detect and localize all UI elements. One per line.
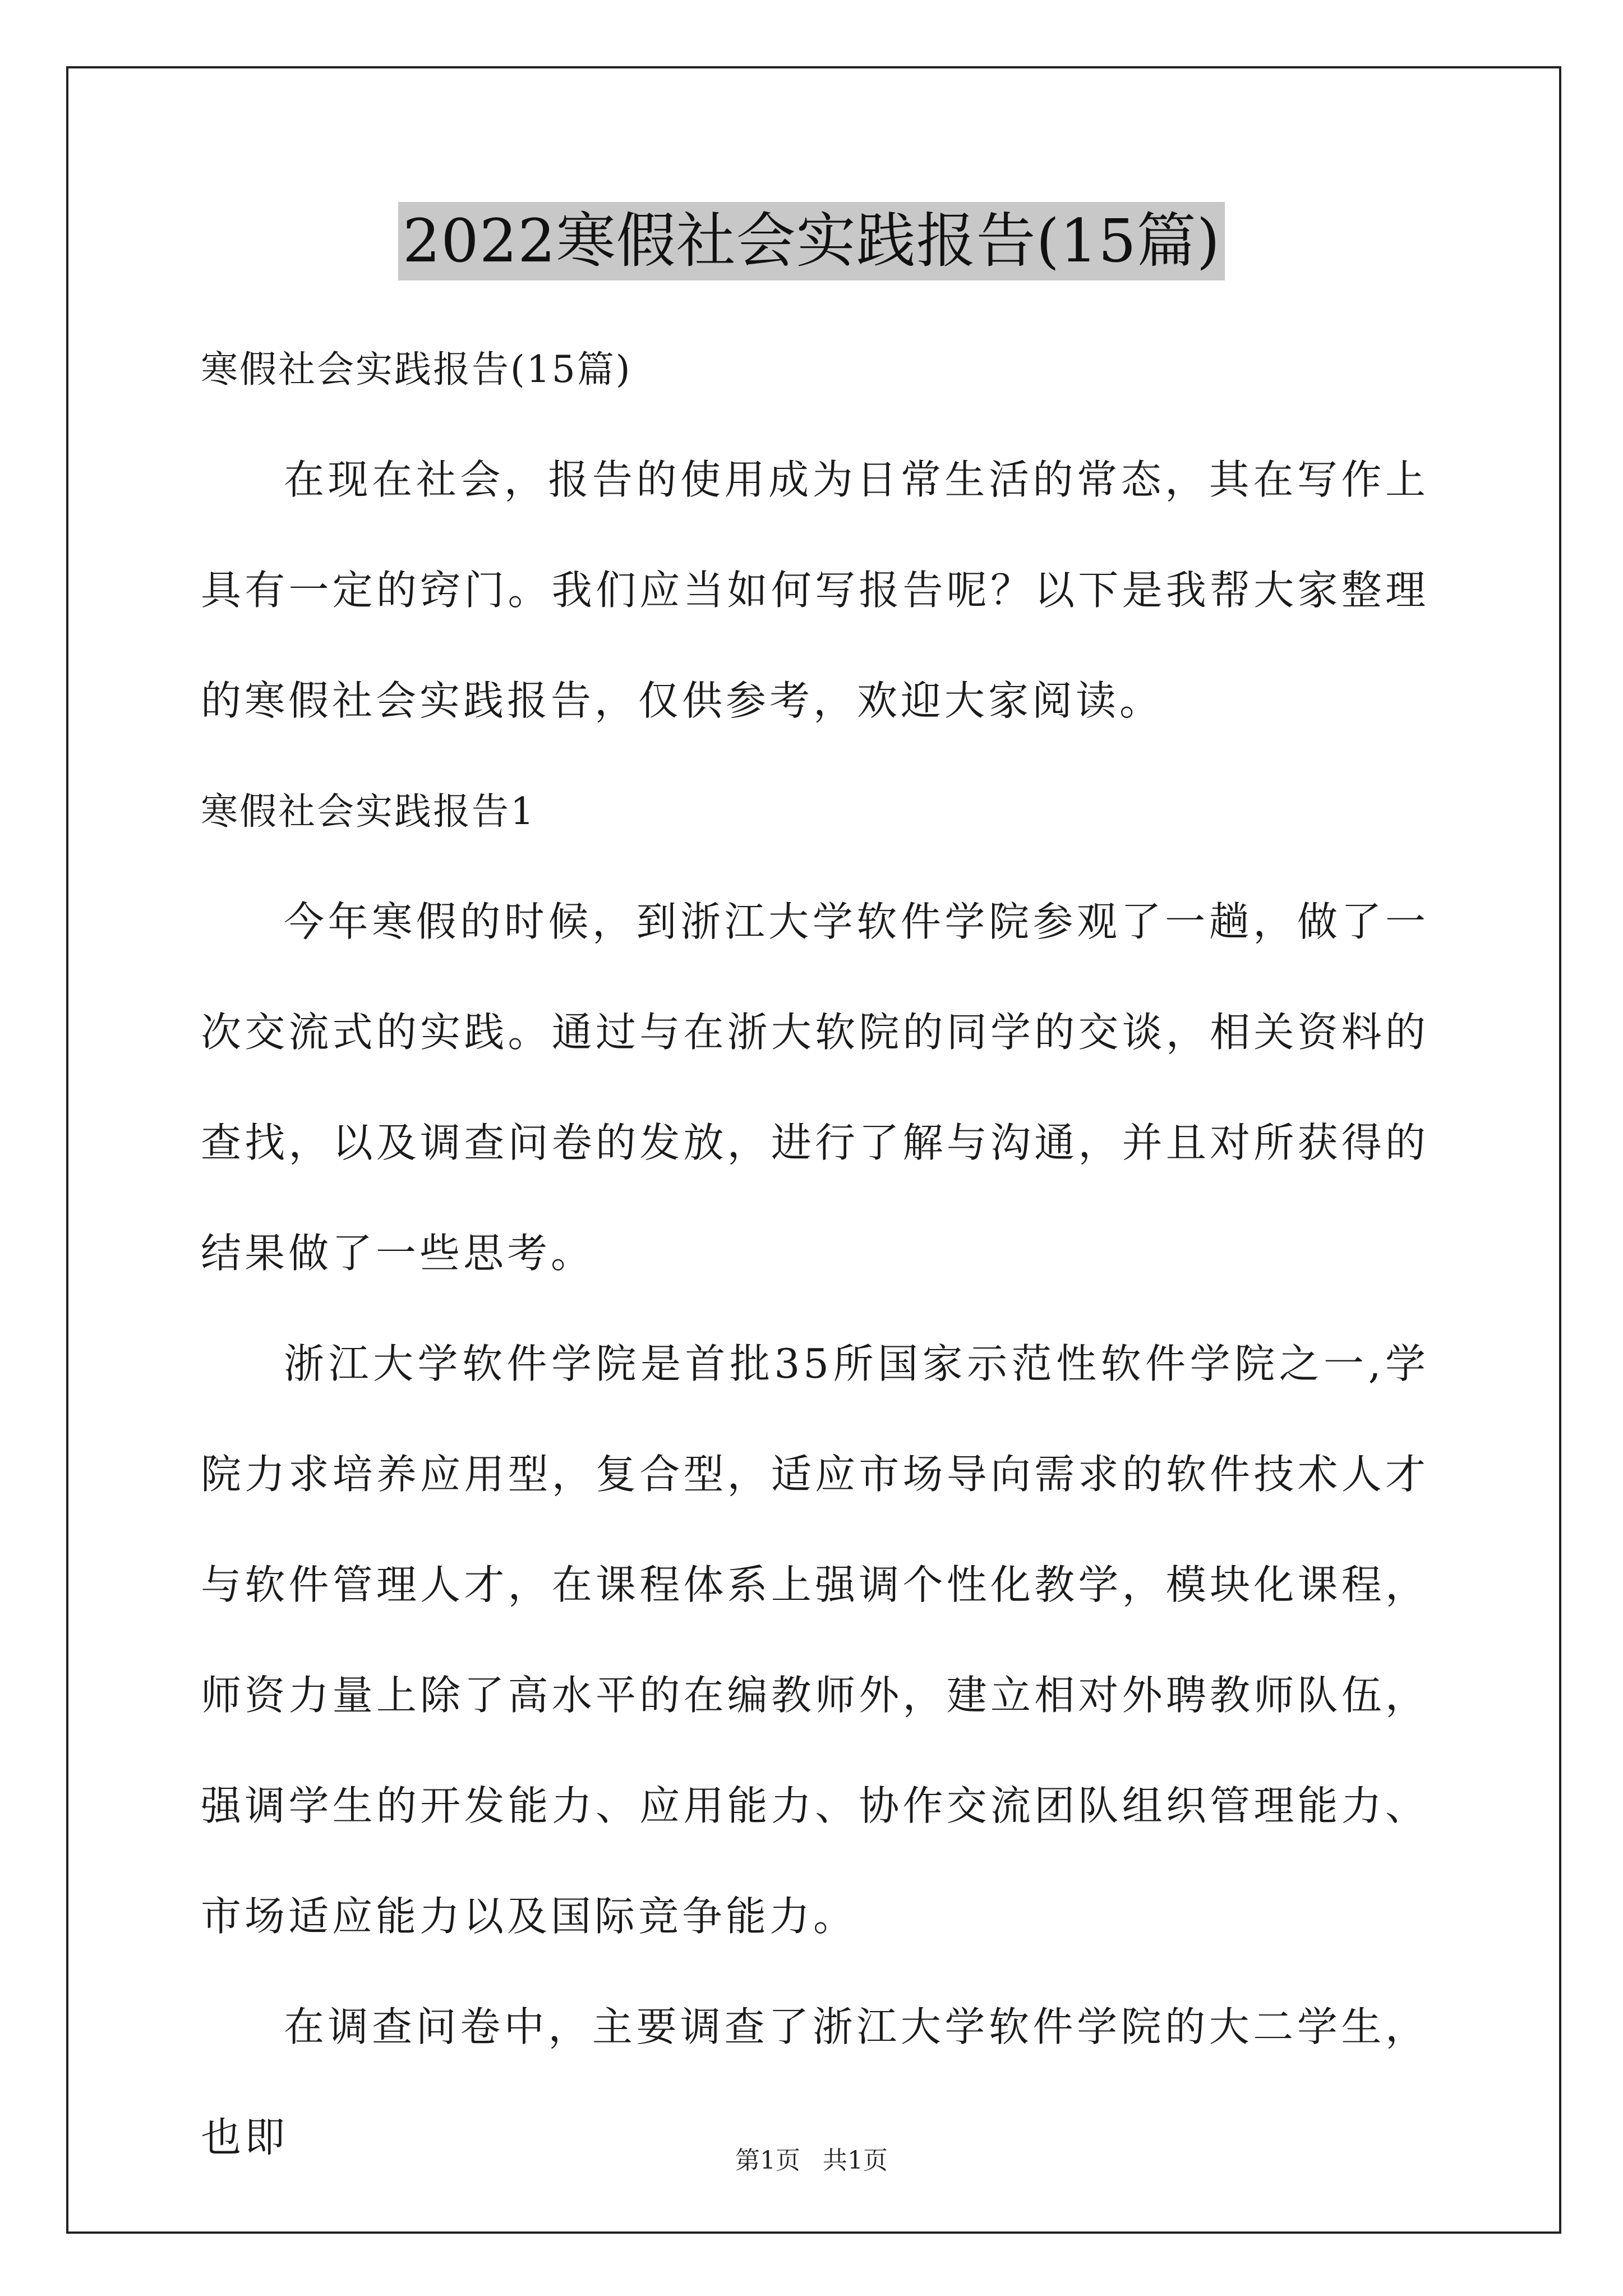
- page-total: 共1页: [823, 2146, 888, 2175]
- body-paragraph-1: 今年寒假的时候，到浙江大学软件学院参观了一趟，做了一次交流式的实践。通过与在浙大软院的同学的交谈，相关资料的查找，以及调查问卷的发放，进行了解与沟通，并且对所获得的结果做了一些思考。: [201, 898, 1429, 1277]
- page-footer: [0, 2140, 1623, 2176]
- document-body: [201, 314, 1429, 2193]
- document-subtitle: 寒假社会实践报告(15篇): [201, 348, 632, 391]
- body-paragraph-2: 浙江大学软件学院是首批35所国家示范性软件学院之一,学院力求培养应用型，复合型，适应市场导向需求的软件技术人才与软件管理人才，在课程体系上强调个性化教学，模块化课程，师资力量上除了高水平的在编教师外，建立相对外聘教师队伍，强调学生的开发能力、应用能力、协作交流团队组织管理能力、市场适应能力以及国际竞争能力。: [201, 1340, 1429, 1940]
- body-paragraph-3: 在调查问卷中，主要调查了浙江大学软件学院的大二学生，也即: [201, 2003, 1429, 2161]
- document-title: 2022寒假社会实践报告(15篇): [398, 202, 1225, 280]
- title-container: [0, 202, 1623, 280]
- page-number: 第1页: [735, 2146, 800, 2175]
- section-heading: 寒假社会实践报告1: [201, 790, 536, 833]
- intro-paragraph: 在现在社会，报告的使用成为日常生活的常态，其在写作上具有一定的窍门。我们应当如何写报告呢？以下是我帮大家整理的寒假社会实践报告，仅供参考，欢迎大家阅读。: [201, 456, 1429, 724]
